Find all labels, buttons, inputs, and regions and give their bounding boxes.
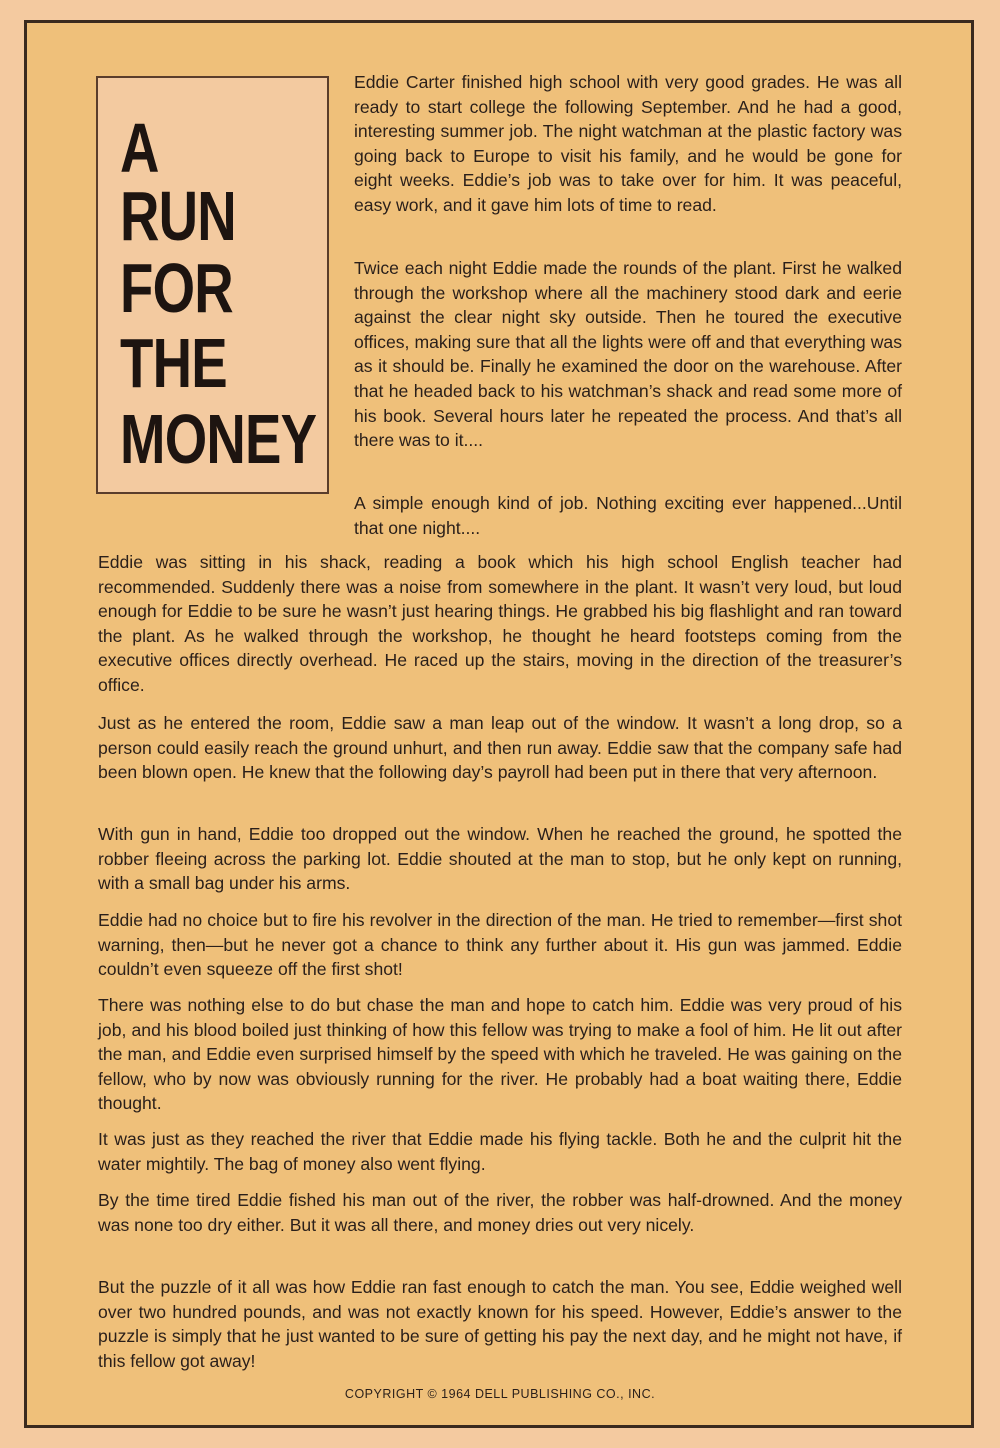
story-paragraph: Eddie Carter finished high school with very good grades. He was all ready to start college the following September. And he had a good, interesting summer job. The night watchman at the plastic factory was going back to Europe to visit his family, and he would be gone for eight weeks. Eddie’s job was to take over for him. It was peaceful, easy work, and it gave him lots of time to read.	[354, 72, 902, 215]
copyright-line: COPYRIGHT © 1964 DELL PUBLISHING CO., INC.	[344, 1387, 656, 1401]
story-paragraph: It was just as they reached the river that Eddie made his flying tackle. Both he and the culprit hit the water mightily. The bag of money also went flying.	[98, 1129, 902, 1174]
story-paragraph: Just as he entered the room, Eddie saw a man leap out of the window. It wasn’t a long drop, so a person could easily reach the ground unhurt, and then run away. Eddie saw that the company safe had been blown open. He knew that the following day’s payroll had been put in there that very afternoon.	[98, 713, 902, 783]
story-paragraph: A simple enough kind of job. Nothing exciting ever happened...Until that one night....	[354, 493, 902, 538]
title-line: A	[120, 109, 159, 187]
title-line: RUN	[120, 177, 236, 255]
story-paragraph: Eddie was sitting in his shack, reading a book which his high school English teacher had recommended. Suddenly there was a noise from somewhere in the plant. It wasn’t very loud, but loud enough for Eddie to be sure he wasn’t just hearing things. He grabbed his big flashlight and ran toward the plant. As he walked through the workshop, he thought he heard footsteps coming from the executive offices directly overhead. He raced up the stairs, moving in the direction of the treasurer’s office.	[98, 552, 902, 695]
story-paragraph: By the time tired Eddie fished his man out of the river, the robber was half-drowned. And the money was none too dry either. But it was all there, and money dries out very nicely.	[98, 1190, 902, 1235]
title-box	[96, 76, 329, 494]
title-line: THE	[120, 324, 227, 402]
story-paragraph: There was nothing else to do but chase the man and hope to catch him. Eddie was very proud of his job, and his blood boiled just thinking of how this fellow was trying to make a fool of him. He lit out after the man, and Eddie even surprised himself by the speed with which he traveled. He was gaining on the fellow, who by now was obviously running for the river. He probably had a boat waiting there, Eddie thought.	[98, 995, 902, 1114]
title-line: MONEY	[120, 400, 317, 478]
story-paragraph: With gun in hand, Eddie too dropped out the window. When he reached the ground, he spotted the robber fleeing across the parking lot. Eddie shouted at the man to stop, but he only kept on running, with a small bag under his arms.	[98, 824, 902, 894]
title-line: FOR	[120, 249, 233, 327]
story-paragraph: Eddie had no choice but to fire his revolver in the direction of the man. He tried to remember—first shot warning, then—but he never got a chance to think any further about it. His gun was jammed. Eddie couldn’t even squeeze off the first shot!	[98, 910, 902, 980]
story-paragraph: Twice each night Eddie made the rounds of the plant. First he walked through the workshop where all the machinery stood dark and eerie against the clear night sky outside. Then he toured the executive offices, making sure that all the lights were off and that everything was as it should be. Finally he examined the door on the warehouse. After that he headed back to his watchman’s shack and read some more of his book. Several hours later he repeated the process. And that’s all there was to it....	[354, 258, 902, 451]
story-paragraph: But the puzzle of it all was how Eddie ran fast enough to catch the man. You see, Eddie weighed well over two hundred pounds, and was not exactly known for his speed. However, Eddie’s answer to the puzzle is simply that he just wanted to be sure of getting his pay the next day, and he might not have, if this fellow got away!	[98, 1277, 902, 1371]
